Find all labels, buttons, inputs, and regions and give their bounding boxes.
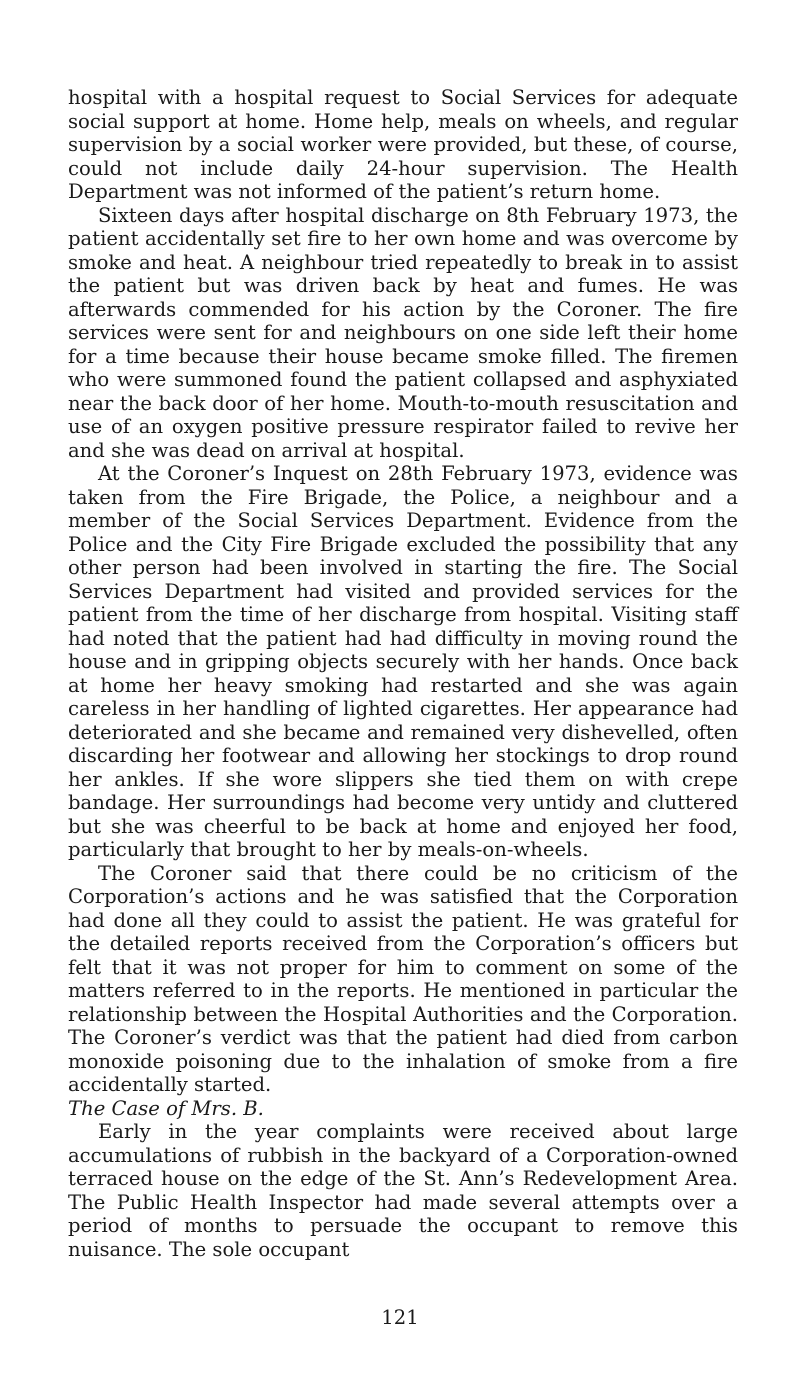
paragraph-continued: hospital with a hospital request to Social Services for adequate social support at home. Home help, meals on wheels, and regular supervision by a social worker were provided, but these, of course, could not include daily 24-hour supervision. The Health Department was not informed of the patient’s return home. bbox=[68, 86, 738, 203]
document-page bbox=[68, 86, 738, 1261]
paragraph-fire-incident: Sixteen days after hospital discharge on 8th February 1973, the patient accidentally set fire to her own home and was overcome by smoke and heat. A neighbour tried repeatedly to break in to assist the patient but was driven back by heat and fumes. He was afterwards commended for his action by the Coroner. The fire services were sent for and neighbours on one side left their home for a time because their house became smoke filled. The firemen who were summoned found the patient collapsed and asphyxiated near the back door of her home. Mouth-to-mouth resuscitation and use of an oxygen positive pressure respirator failed to revive her and she was dead on arrival at hospital. bbox=[68, 203, 738, 462]
paragraph-coroner-verdict: The Coroner said that there could be no criticism of the Corporation’s actions and he was satisfied that the Corporation had done all they could to assist the patient. He was grateful for the detailed reports received from the Corporation’s officers but felt that it was not proper for him to comment on some of the matters referred to in the reports. He mentioned in particular the relationship between the Hospital Authorities and the Corporation. The Coroner’s verdict was that the patient had died from carbon monoxide poisoning due to the inhalation of smoke from a fire accidentally started. bbox=[68, 861, 738, 1096]
paragraph-case-mrs-b: Early in the year complaints were received about large accumulations of rubbish in the backyard of a Corporation-owned terraced house on the edge of the St. Ann’s Redevelopment Area. The Public Health Inspector had made several attempts over a period of months to persuade the occupant to remove this nuisance. The sole occupant bbox=[68, 1120, 738, 1261]
paragraph-inquest: At the Coroner’s Inquest on 28th February 1973, evidence was taken from the Fire Brigade, the Police, a neighbour and a member of the Social Services Department. Evidence from the Police and the City Fire Brigade excluded the possibility that any other person had been involved in starting the fire. The Social Services Department had visited and provided services for the patient from the time of her discharge from hospital. Visiting staff had noted that the patient had had difficulty in moving round the house and in gripping objects securely with her hands. Once back at home her heavy smoking had restarted and she was again careless in her handling of lighted cigarettes. Her appearance had deteriorated and she became and remained very dishevelled, often discarding her footwear and allowing her stockings to drop round her ankles. If she wore slippers she tied them on with crepe bandage. Her surroundings had become very untidy and cluttered but she was cheerful to be back at home and enjoyed her food, particularly that brought to her by meals-on-wheels. bbox=[68, 462, 738, 861]
case-heading: The Case of Mrs. B. bbox=[68, 1096, 264, 1120]
page-number: 121 bbox=[381, 1306, 419, 1329]
